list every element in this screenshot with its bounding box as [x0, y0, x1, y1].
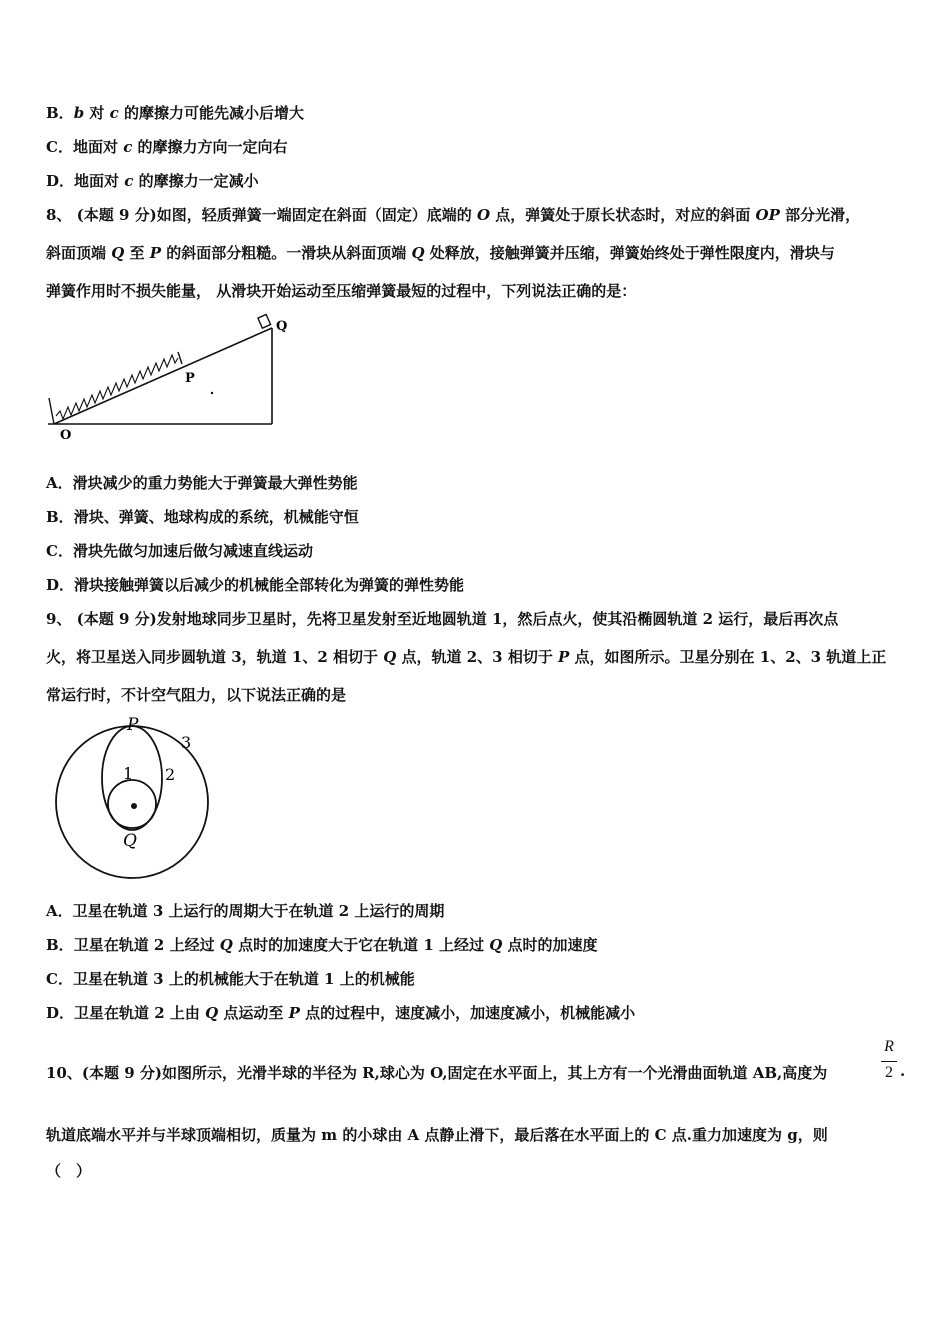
label-orbit-3: 3	[181, 733, 192, 752]
incline-spring-figure	[44, 312, 288, 443]
orbit-figure	[50, 712, 220, 884]
q8-stem-line3: 弹簧作用时不损失能量， 从滑块开始运动至压缩弹簧最短的过程中，下列说法正确的是：	[46, 282, 637, 300]
label-orbit-1: 1	[123, 764, 134, 783]
spring-end-plate	[178, 352, 182, 364]
label-q: Q	[123, 831, 137, 851]
q7-option-c: C．地面对 c 的摩擦力方向一定向右	[46, 138, 288, 156]
fraction-numerator: R	[884, 1038, 894, 1055]
spring-wall	[49, 398, 54, 424]
q9-stem-line1: 9、 (本题 9 分)发射地球同步卫星时，先将卫星发射至近地圆轨道 1，然后点火，使其沿椭圆轨道 2 运行，最后再次点	[46, 610, 839, 628]
q8-option-b: B．滑块、弹簧、地球构成的系统，机械能守恒	[46, 508, 359, 526]
q9-stem-line3: 常运行时，不计空气阻力，以下说法正确的是	[46, 686, 347, 704]
spring-coil	[56, 355, 178, 419]
fraction-period: .	[900, 1062, 906, 1080]
q8-stem-line2: 斜面顶端 Q 至 P 的斜面部分粗糙。一滑块从斜面顶端 Q 处释放，接触弹簧并压缩，弹簧始终处于弹性限度内，滑块与	[46, 244, 835, 262]
q8-option-a: A．滑块减少的重力势能大于弹簧最大弹性势能	[46, 474, 358, 492]
fraction-bar	[881, 1061, 897, 1062]
q9-option-c: C．卫星在轨道 3 上的机械能大于在轨道 1 上的机械能	[46, 970, 415, 988]
q7-option-d: D．地面对 c 的摩擦力一定减小	[46, 172, 259, 190]
q8-option-d: D．滑块接触弹簧以后减少的机械能全部转化为弹簧的弹性势能	[46, 576, 465, 594]
label-p: P	[127, 715, 139, 735]
q8-stem-line1: 8、 (本题 9 分)如图，轻质弹簧一端固定在斜面（固定）底端的 O 点，弹簧处于原长状态时，对应的斜面 OP 部分光滑，	[46, 206, 861, 224]
label-orbit-2: 2	[165, 765, 176, 784]
slider-block	[258, 314, 271, 328]
fraction-denominator: 2	[885, 1064, 893, 1081]
q10-answer-blank: （ ）	[46, 1162, 92, 1180]
q8-option-c: C．滑块先做匀加速后做匀减速直线运动	[46, 542, 313, 560]
label-p: P	[185, 371, 195, 386]
q9-option-d: D．卫星在轨道 2 上由 Q 点运动至 P 点的过程中，速度减小，加速度减小，机械能减小	[46, 1004, 636, 1022]
label-o: O	[60, 428, 72, 443]
q9-stem-line2: 火，将卫星送入同步圆轨道 3，轨道 1、2 相切于 Q 点，轨道 2、3 相切于 P 点，如图所示。卫星分别在 1、2、3 轨道上正	[46, 648, 887, 666]
q9-option-a: A．卫星在轨道 3 上运行的周期大于在轨道 2 上运行的周期	[46, 902, 445, 920]
incline-surface	[54, 328, 272, 424]
q7-option-b: B．b 对 c 的摩擦力可能先减小后增大	[46, 104, 305, 122]
q9-option-b: B．卫星在轨道 2 上经过 Q 点时的加速度大于它在轨道 1 上经过 Q 点时的加速度	[46, 936, 598, 954]
q10-stem-line2: 轨道底端水平并与半球顶端相切，质量为 m 的小球由 A 点静止滑下，最后落在水平面上的 C 点.重力加速度为 g，则	[46, 1126, 828, 1144]
earth-center-dot	[131, 803, 137, 809]
q10-stem-line1: 10、(本题 9 分)如图所示，光滑半球的半径为 R,球心为 O,固定在水平面上，其上方有一个光滑曲面轨道 AB,高度为	[46, 1064, 828, 1082]
dot-mark	[211, 392, 213, 394]
label-q: Q	[276, 319, 288, 334]
